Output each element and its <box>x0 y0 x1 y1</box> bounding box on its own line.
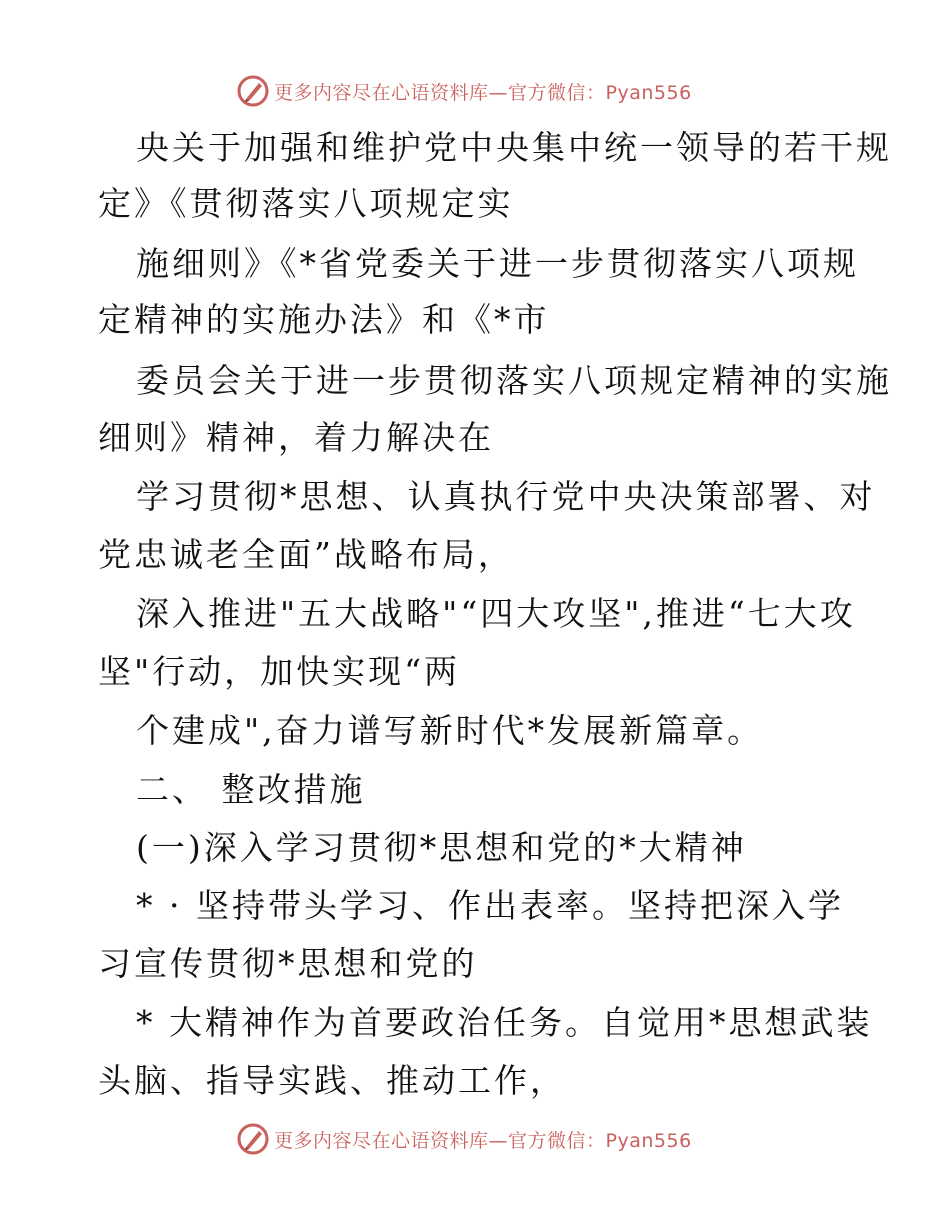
pen-logo-icon <box>236 1122 270 1156</box>
text-line: 习宣传贯彻*思想和党的 <box>98 944 478 983</box>
text-line: 学习贯彻*思想、认真执行党中央决策部署、对 <box>136 477 876 516</box>
text-line: 定》《贯彻落实八项规定实 <box>98 184 514 223</box>
text-line: 深入推进"五大战略"“四大攻坚",推进“七大攻 <box>136 594 856 633</box>
text-line: 个建成",奋力谱写新时代*发展新篇章。 <box>136 711 764 750</box>
text-line: 定精神的实施办法》和《*市 <box>98 300 550 339</box>
text-line: 央关于加强和维护党中央集中统一领导的若干规 <box>136 128 892 167</box>
text-line: 坚"行动，加快实现“两 <box>98 652 461 691</box>
text-line: 施细则》《*省党委关于进一步贯彻落实八项规 <box>136 244 859 283</box>
text-line: 细则》精神，着力解决在 <box>98 418 494 457</box>
watermark-text: 更多内容尽在心语资料库—官方微信：Pyan556 <box>274 1129 692 1152</box>
text-line: * 大精神作为首要政治任务。自觉用*思想武装 <box>136 1003 873 1042</box>
text-line: 委员会关于进一步贯彻落实八项规定精神的实施 <box>136 361 892 400</box>
footer-watermark <box>236 1122 692 1156</box>
section-heading: 二、 整改措施 <box>136 770 366 809</box>
text-line: 头脑、指导实践、推动工作， <box>98 1061 566 1100</box>
text-line: * · 坚持带头学习、作出表率。坚持把深入学 <box>136 886 844 925</box>
watermark-text: 更多内容尽在心语资料库—官方微信：Pyan556 <box>274 81 692 104</box>
subsection-heading: (一)深入学习贯彻*思想和党的*大精神 <box>136 828 747 867</box>
text-line: 党忠诚老全面”战略布局， <box>98 535 514 574</box>
